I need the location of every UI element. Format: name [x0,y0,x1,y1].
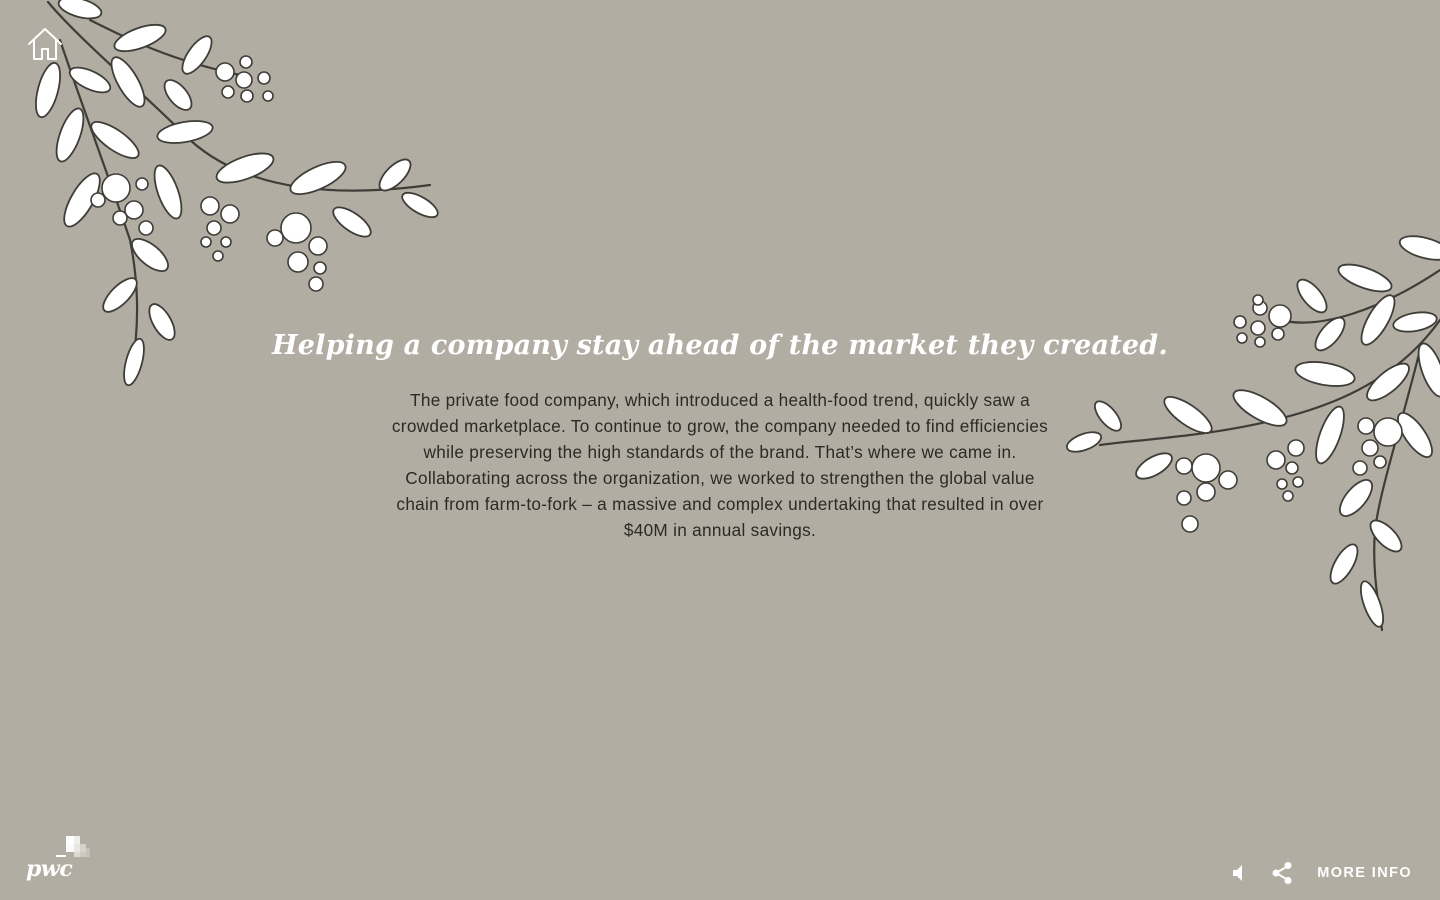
sound-toggle-button[interactable] [1227,860,1253,886]
footer-controls [1227,858,1412,888]
home-icon [26,26,64,62]
speaker-icon [1227,860,1253,886]
body-paragraph: The private food company, which introduced a health-food trend, quickly saw a crowded marketplace. To continue to grow, the company needed to find efficiencies while preserving the high standards of the brand. That’s where we came in. Collaborating across the organization, we worked to strengthen the global value chain from farm-to-fork – a massive and complex undertaking that resulted in over $40M in annual savings. [391,390,1049,540]
share-button[interactable] [1269,860,1295,886]
more-info-link[interactable]: MORE INFO [1317,865,1412,881]
pwc-logo[interactable] [26,834,94,884]
home-button[interactable] [26,26,64,62]
pwc-wordmark: pwc [26,856,73,882]
share-icon [1269,860,1295,886]
page-headline: Helping a company stay ahead of the market they created. [272,330,1168,361]
branch-illustration-right [1060,230,1440,640]
